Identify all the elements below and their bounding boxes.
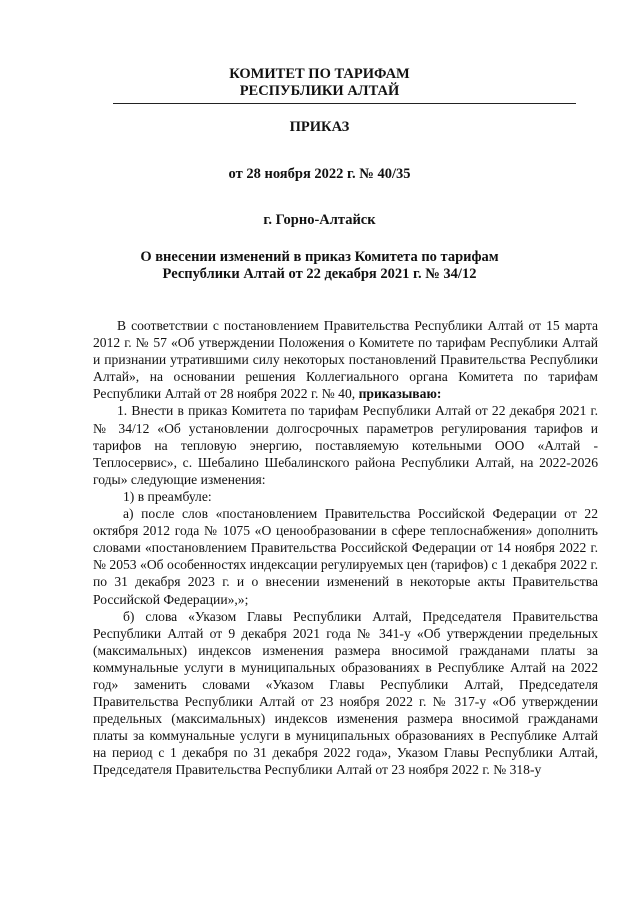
city: г. Горно-Алтайск — [263, 212, 376, 228]
order-word: приказываю: — [358, 386, 442, 402]
doc-type: ПРИКАЗ — [289, 119, 350, 135]
order-body — [93, 317, 598, 779]
intro-paragraph — [93, 317, 598, 402]
item-1-1: 1) в преамбуле: — [123, 488, 212, 504]
org-name-line1: КОМИТЕТ ПО ТАРИФАМ — [229, 66, 410, 82]
title-line1: О внесении изменений в приказ Комитета по тарифам — [140, 249, 499, 265]
org-name-line2: РЕСПУБЛИКИ АЛТАЙ — [239, 83, 400, 99]
item-a: а) после слов «постановлением Правительства Российской Федерации от 22 октября 2012 года № 1075 «О ценообразовании в сфере теплоснабжения» дополнить словами «постановлением Правительства Российской Федерации от 14 ноября 2022 г. № 2053 «Об особенностях индексации регулируемых цен (тарифов) с 1 декабря 2022 г. по 31 декабря 2023 г. и о внесении изменений в некоторые акты Правительства Российской Федерации»,»; — [93, 506, 598, 607]
item-1: 1. Внести в приказ Комитета по тарифам Республики Алтай от 22 декабря 2021 г. № 34/12 «Об установлении долгосрочных параметров регулирования тарифов и тарифов на тепловую энергию, поставляемую котельными ООО «Алтай - Теплосервис», с. Шебалино Шебалинского района Республики Алтай, на 2022-2026 годы» следующие изменения: — [93, 403, 598, 487]
intro-text: В соответствии с постановлением Правительства Республики Алтай от 15 марта 2012 г. № 57 «Об утверждении Положения о Комитете по тарифам Республики Алтай и признании утратившими силу некоторых постановлений Правительства Республики Алтай», на основании решения Коллегиального органа Комитета по тарифам Республики Алтай от 28 ноября 2022 г. № 40, — [93, 318, 598, 402]
item-b: б) слова «Указом Главы Республики Алтай, Председателя Правительства Республики Алтай от 9 декабря 2021 года № 341-у «Об утверждении предельных (максимальных) индексов изменения размера вносимой гражданами платы за коммунальные услуги в муниципальных образованиях в Республике Алтай на 2022 год» заменить словами «Указом Главы Республики Алтай, Председателя Правительства Республики Алтай от 23 ноября 2022 г. № 317-у «Об утверждении предельных (максимальных) индексов изменения размера вносимой гражданами платы за коммунальные услуги в муниципальных образованиях в Республике Алтай на период с 1 декабря по 31 декабря 2022 года», Указом Главы Республики Алтай, Председателя Правительства Республики Алтай от 23 ноября 2022 г. № 318-у — [93, 608, 598, 778]
title-line2: Республики Алтай от 22 декабря 2021 г. № 34/12 — [162, 266, 477, 282]
header-divider — [113, 103, 576, 104]
date-number: от 28 ноября 2022 г. № 40/35 — [228, 166, 411, 182]
